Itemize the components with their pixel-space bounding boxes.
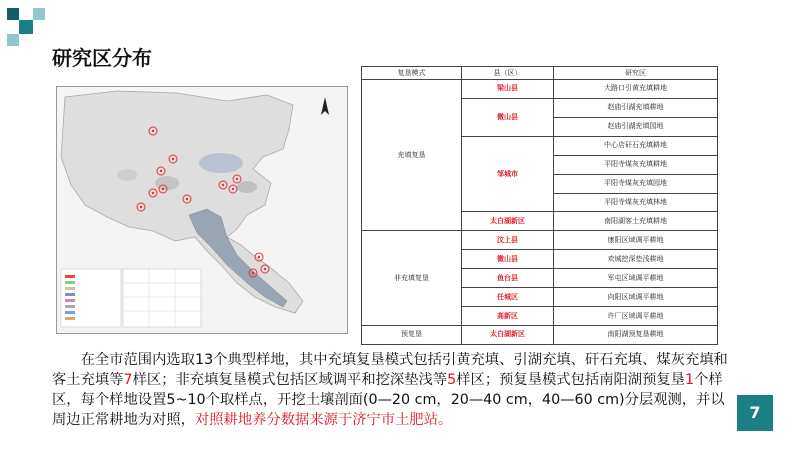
site-cell: 平阳寺煤灰充填耕地 bbox=[554, 155, 718, 174]
study-area-map bbox=[56, 86, 348, 334]
mode-cell: 充填复垦 bbox=[362, 80, 462, 231]
site-cell: 赵庙引湖充填园地 bbox=[554, 117, 718, 136]
decor-square-icon bbox=[19, 20, 33, 34]
data-source-note: 对照耕地养分数据来源于济宁市土肥站。 bbox=[194, 412, 453, 428]
page-number: 7 bbox=[737, 395, 773, 431]
study-area-table bbox=[361, 66, 718, 345]
county-cell: 太白湖新区 bbox=[462, 212, 554, 231]
header-mode: 复垦模式 bbox=[362, 67, 462, 80]
urban-area-shape bbox=[117, 169, 137, 181]
site-cell: 大路口引黄充填耕地 bbox=[554, 80, 718, 99]
county-cell: 微山县 bbox=[462, 98, 554, 136]
map-canvas bbox=[57, 87, 347, 333]
site-cell: 康阳区域调平耕地 bbox=[554, 231, 718, 250]
prereclaim-count: 1 bbox=[684, 372, 695, 388]
paragraph-text: 个样区，每个样地设置5~10个取样点，开挖土壤剖面(0—20 cm，20—40 cm，40—60 cm)分层观测，并以周边正常耕地为对照， bbox=[52, 372, 725, 428]
county-cell: 高新区 bbox=[462, 307, 554, 326]
site-cell: 南阳湖预复垦耕地 bbox=[554, 325, 718, 344]
decor-square-icon bbox=[33, 8, 45, 20]
site-cell: 向阳区域调平耕地 bbox=[554, 288, 718, 307]
site-cell: 欢城挖深垫浅耕地 bbox=[554, 250, 718, 269]
county-cell: 邹城市 bbox=[462, 136, 554, 212]
site-cell: 赵庙引湖充填耕地 bbox=[554, 98, 718, 117]
table-header-row bbox=[362, 67, 718, 80]
county-cell: 梁山县 bbox=[462, 80, 554, 99]
description-paragraph bbox=[52, 350, 732, 430]
decor-square-icon bbox=[7, 8, 19, 20]
site-cell: 平阳寺煤灰充填林地 bbox=[554, 193, 718, 212]
county-cell: 太白湖新区 bbox=[462, 325, 554, 344]
site-cell: 军屯区域调平耕地 bbox=[554, 269, 718, 288]
decor-square-icon bbox=[7, 34, 19, 46]
county-cell: 微山县 bbox=[462, 250, 554, 269]
table-row bbox=[362, 325, 718, 344]
mode-cell: 预复垦 bbox=[362, 325, 462, 344]
county-cell: 任城区 bbox=[462, 288, 554, 307]
table-row bbox=[362, 231, 718, 250]
site-cell: 平阳寺煤灰充填园地 bbox=[554, 174, 718, 193]
paragraph-text: 在全市范围内选取13个典型样地，其中充填复垦模式包括引黄充填、引湖充填、矸石充填、煤灰充填和客土充填等 bbox=[52, 352, 728, 388]
site-cell: 许厂区域调平耕地 bbox=[554, 307, 718, 326]
site-cell: 中心店矸石充填耕地 bbox=[554, 136, 718, 155]
north-arrow-icon bbox=[321, 97, 329, 115]
paragraph-text: 样区；预复垦模式包括南阳湖预复垦 bbox=[456, 372, 685, 388]
county-cell: 汶上县 bbox=[462, 231, 554, 250]
urban-area-shape bbox=[199, 153, 243, 173]
page-title: 研究区分布 bbox=[52, 46, 152, 70]
paragraph-text: 样区；非充填复垦模式包括区域调平和挖深垫浅等 bbox=[132, 372, 448, 388]
header-county: 县（区） bbox=[462, 67, 554, 80]
header-site: 研究区 bbox=[554, 67, 718, 80]
map-attribute-table bbox=[123, 269, 201, 327]
county-cell: 鱼台县 bbox=[462, 269, 554, 288]
urban-area-shape bbox=[237, 181, 257, 193]
mode-cell: 非充填复垦 bbox=[362, 231, 462, 326]
site-cell: 南阳湖客土充填耕地 bbox=[554, 212, 718, 231]
nonfilled-count: 5 bbox=[447, 372, 457, 388]
filled-count: 7 bbox=[123, 372, 133, 388]
table-row bbox=[362, 80, 718, 99]
